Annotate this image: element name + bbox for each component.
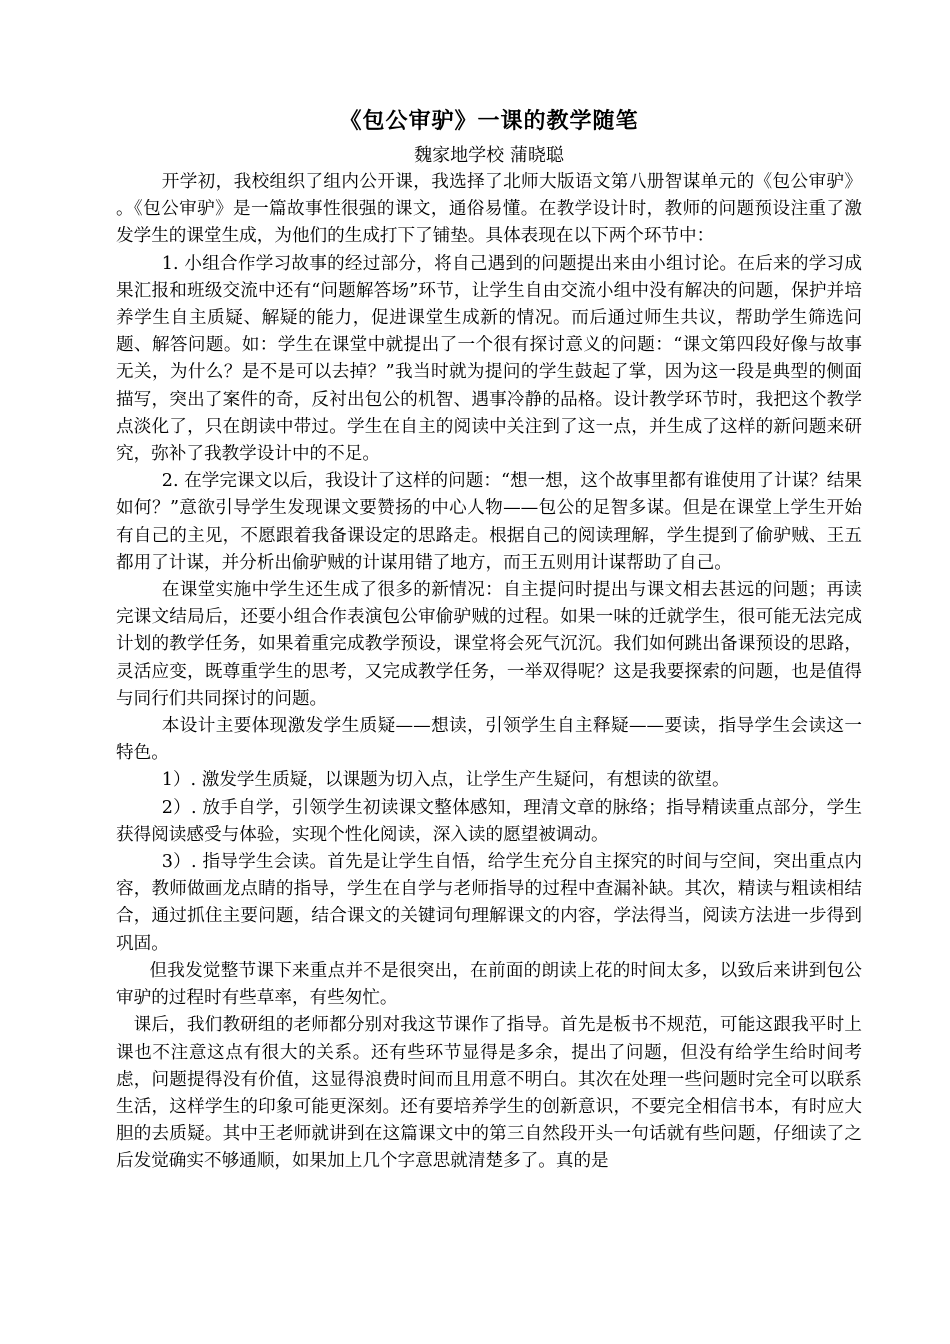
- paragraph-classroom: 在课堂实施中学生还生成了很多的新情况：自主提问时提出与课文相去甚远的问题；再读完课文结局后，还要小组合作表演包公审偷驴贼的过程。如果一味的迁就学生，很可能无法完成计划的教学任务，如果着重完成教学预设，课堂将会死气沉沉。我们如何跳出备课预设的思路，灵活应变，既尊重学生的思考，又完成教学任务，一举双得呢？这是我要探索的问题，也是值得与同行们共同探讨的问题。: [116, 580, 862, 709]
- paragraph-feature-3: 3）. 指导学生会读。首先是让学生自悟，给学生充分自主探究的时间与空间，突出重点内容，教师做画龙点睛的指导，学生在自学与老师指导的过程中查漏补缺。其次，精读与粗读相结合，通过抓住主要问题，结合课文的关键词句理解课文的内容，学法得当，阅读方法进一步得到巩固。: [116, 852, 862, 954]
- paragraph-design-feature: 本设计主要体现激发学生质疑——想读，引领学生自主释疑——要读，指导学生会读这一特色。: [116, 716, 862, 764]
- document-page: [116, 104, 862, 1176]
- paragraph-point-2: 2. 在学完课文以后，我设计了这样的问题：“想一想，这个故事里都有谁使用了计谋？结果如何？”意欲引导学生发现课文要赞扬的中心人物——包公的足智多谋。但是在课堂上学生开始有自己的主见，不愿跟着我备课设定的思路走。根据自己的阅读理解，学生提到了偷驴贼、王五都用了计谋，并分析出偷驴贼的计谋用错了地方，而王五则用计谋帮助了自己。: [116, 471, 862, 573]
- paragraph-feature-1: 1）. 激发学生质疑，以课题为切入点，让学生产生疑问，有想读的欲望。: [161, 770, 730, 791]
- paragraph-feedback: 课后，我们教研组的老师都分别对我这节课作了指导。首先是板书不规范，可能这跟我平时上课也不注意这点有很大的关系。还有些环节显得是多余，提出了问题，但没有给学生给时间考虑，问题提得没有价值，这显得浪费时间而且用意不明白。其次在处理一些问题时完全可以联系生活，这样学生的印象可能更深刻。还有要培养学生的创新意识，不要完全相信书本，有时应大胆的去质疑。其中王老师就讲到在这篇课文中的第三自然段开头一句话就有些问题，仔细读了之后发觉确实不够通顺，如果加上几个字意思就清楚多了。真的是: [116, 1015, 862, 1172]
- author-line: 魏家地学校 蒲晓聪: [414, 145, 564, 166]
- paragraph-reflection: 但我发觉整节课下来重点并不是很突出，在前面的朗读上花的时间太多，以致后来讲到包公审驴的过程时有些草率，有些匆忙。: [116, 960, 862, 1009]
- paragraph-intro: 开学初，我校组织了组内公开课，我选择了北师大版语文第八册智谋单元的《包公审驴》 。《包公审驴》是一篇故事性很强的课文，通俗易懂。在教学设计时，教师的问题预设注重了激发学生的课堂生成，为他们的生成打下了铺垫。具体表现在以下两个环节中：: [116, 172, 862, 247]
- paragraph-feature-2: 2）. 放手自学，引领学生初读课文整体感知，理清文章的脉络；指导精读重点部分，学生获得阅读感受与体验，实现个性化阅读，深入读的愿望被调动。: [116, 797, 862, 845]
- paragraph-point-1: 1. 小组合作学习故事的经过部分，将自己遇到的问题提出来由小组讨论。在后来的学习成果汇报和班级交流中还有“问题解答场”环节，让学生自由交流小组中没有解决的问题，保护并培养学生自主质疑、解疑的能力，促进课堂生成新的情况。而后通过师生共议，帮助学生筛选问题、解答问题。如：学生在课堂中就提出了一个很有探讨意义的问题：“课文第四段好像与故事无关，为什么？是不是可以去掉？”我当时就为提问的学生鼓起了掌，因为这一段是典型的侧面描写，突出了案件的奇，反衬出包公的机智、遇事冷静的品格。设计教学环节时，我把这个教学点淡化了，只在朗读中带过。学生在自主的阅读中关注到了这一点，并生成了这样的新问题来研究，弥补了我教学设计中的不足。: [116, 253, 862, 465]
- document-title: 《包公审驴》一课的教学随笔: [339, 108, 639, 134]
